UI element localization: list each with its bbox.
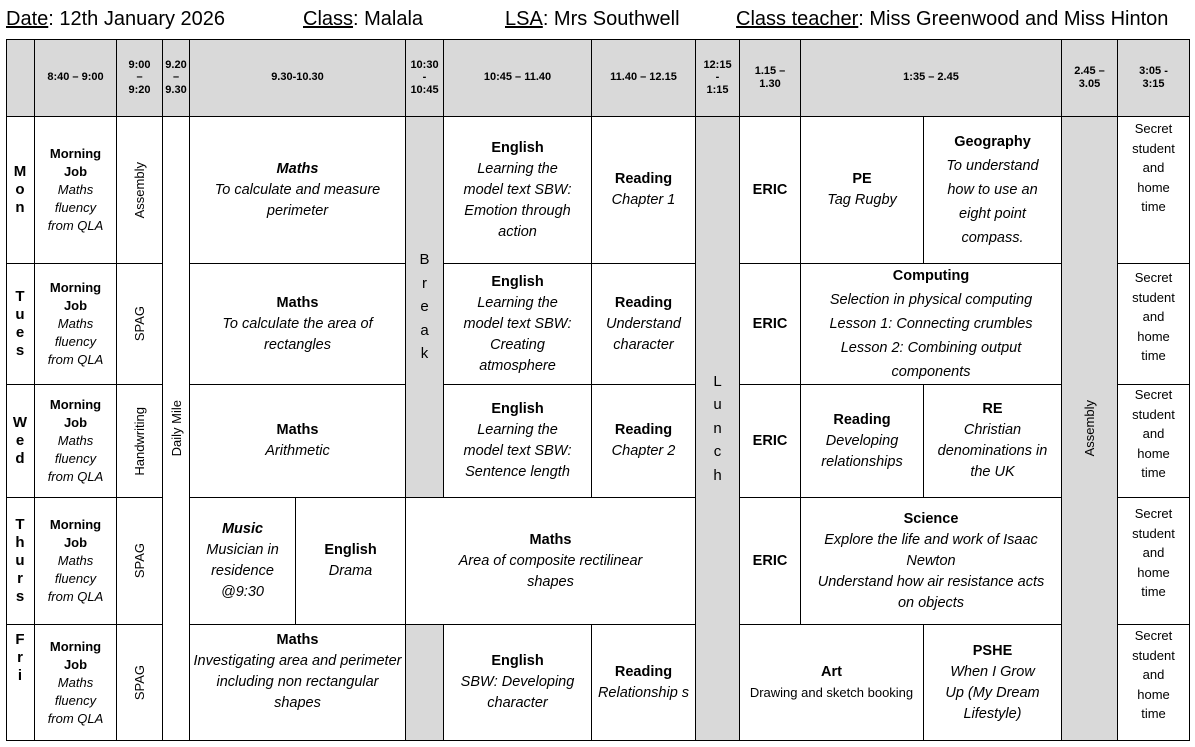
mon-eric: ERIC — [740, 117, 801, 264]
lsa-label: LSA — [505, 8, 543, 30]
tues-maths: Maths To calculate the area of rectangles — [190, 264, 406, 385]
early-session-fri: SPAG — [117, 625, 163, 741]
lunch-column: L u n c h — [696, 117, 740, 741]
thurs-maths: Maths Area of composite rectilinear shapes — [406, 498, 696, 625]
morning-job-fri: Morning Job Maths fluency from QLA — [35, 625, 117, 741]
time-header: 12:15 - 1:15 — [696, 39, 740, 117]
day-wed: W e d — [6, 385, 35, 498]
time-header: 8:40 – 9:00 — [35, 39, 117, 117]
secret-student-fri: Secret student and home time — [1118, 625, 1190, 741]
tues-reading: Reading Understand character — [592, 264, 696, 385]
time-header: 9:00 – 9:20 — [117, 39, 163, 117]
mon-reading: Reading Chapter 1 — [592, 117, 696, 264]
thurs-science: Science Explore the life and work of Isaac Newton Understand how air resistance acts on objects — [801, 498, 1062, 625]
time-header: 10:45 – 11.40 — [444, 39, 592, 117]
mon-maths: Maths To calculate and measure perimeter — [190, 117, 406, 264]
date-field — [6, 8, 225, 31]
fri-english: English SBW: Developing character — [444, 625, 592, 741]
time-header: 1:35 – 2.45 — [801, 39, 1062, 117]
early-session-thurs: SPAG — [117, 498, 163, 625]
fri-maths: Maths Investigating area and perimeter including non rectangular shapes — [190, 625, 406, 741]
early-session-tues: SPAG — [117, 264, 163, 385]
thurs-eric: ERIC — [740, 498, 801, 625]
day-mon: M o n — [6, 117, 35, 264]
day-thurs: T h u r s — [6, 498, 35, 625]
time-header: 1.15 – 1.30 — [740, 39, 801, 117]
tues-computing: Computing Selection in physical computing Lesson 1: Connecting crumbles Lesson 2: Combining output components — [801, 264, 1062, 385]
lsa-value: : Mrs Southwell — [542, 8, 680, 30]
wed-re: RE Christian denominations in the UK — [924, 385, 1062, 498]
early-session-mon: Assembly — [117, 117, 163, 264]
class-field — [303, 8, 423, 31]
daily-mile-cell: Daily Mile — [163, 117, 190, 741]
thurs-english-drama: English Drama — [296, 498, 406, 625]
secret-student-mon: Secret student and home time — [1118, 117, 1190, 264]
morning-job-thurs: Morning Job Maths fluency from QLA — [35, 498, 117, 625]
wed-english: English Learning the model text SBW: Sentence length — [444, 385, 592, 498]
wed-reading: Reading Chapter 2 — [592, 385, 696, 498]
date-label: Date — [6, 8, 49, 30]
wed-reading-pm: Reading Developing relationships — [801, 385, 924, 498]
fri-reading: Reading Relationship s — [592, 625, 696, 741]
tues-eric: ERIC — [740, 264, 801, 385]
tues-english: English Learning the model text SBW: Creating atmosphere — [444, 264, 592, 385]
secret-student-tues: Secret student and home time — [1118, 264, 1190, 385]
secret-student-wed: Secret student and home time — [1118, 385, 1190, 498]
thurs-music: Music Musician in residence @9:30 — [190, 498, 296, 625]
early-session-wed: Handwriting — [117, 385, 163, 498]
time-header: 10:30 - 10:45 — [406, 39, 444, 117]
assembly-column: Assembly — [1062, 117, 1118, 741]
break-column: B r e a k — [406, 117, 444, 498]
break-column-fri — [406, 625, 444, 741]
time-header: 2.45 – 3.05 — [1062, 39, 1118, 117]
wed-eric: ERIC — [740, 385, 801, 498]
corner-cell — [6, 39, 35, 117]
class-value: : Malala — [353, 8, 424, 30]
time-header: 9.20 – 9.30 — [163, 39, 190, 117]
teacher-label: Class teacher — [736, 8, 859, 30]
morning-job-mon: Morning Job Maths fluency from QLA — [35, 117, 117, 264]
time-header: 11.40 – 12.15 — [592, 39, 696, 117]
day-tues: T u e s — [6, 264, 35, 385]
mon-pe: PE Tag Rugby — [801, 117, 924, 264]
mon-english: English Learning the model text SBW: Emotion through action — [444, 117, 592, 264]
teacher-field — [736, 8, 1168, 31]
time-header: 9.30-10.30 — [190, 39, 406, 117]
teacher-value: : Miss Greenwood and Miss Hinton — [858, 8, 1169, 30]
time-header: 3:05 - 3:15 — [1118, 39, 1190, 117]
fri-art: Art Drawing and sketch booking — [740, 625, 924, 741]
morning-job-tues: Morning Job Maths fluency from QLA — [35, 264, 117, 385]
secret-student-thurs: Secret student and home time — [1118, 498, 1190, 625]
lsa-field — [505, 8, 680, 31]
morning-job-wed: Morning Job Maths fluency from QLA — [35, 385, 117, 498]
date-value: : 12th January 2026 — [48, 8, 226, 30]
fri-pshe: PSHE When I Grow Up (My Dream Lifestyle) — [924, 625, 1062, 741]
wed-maths: Maths Arithmetic — [190, 385, 406, 498]
mon-geography: Geography To understand how to use an eight point compass. — [924, 117, 1062, 264]
class-label: Class — [303, 8, 354, 30]
day-fri: F r i — [6, 625, 35, 741]
